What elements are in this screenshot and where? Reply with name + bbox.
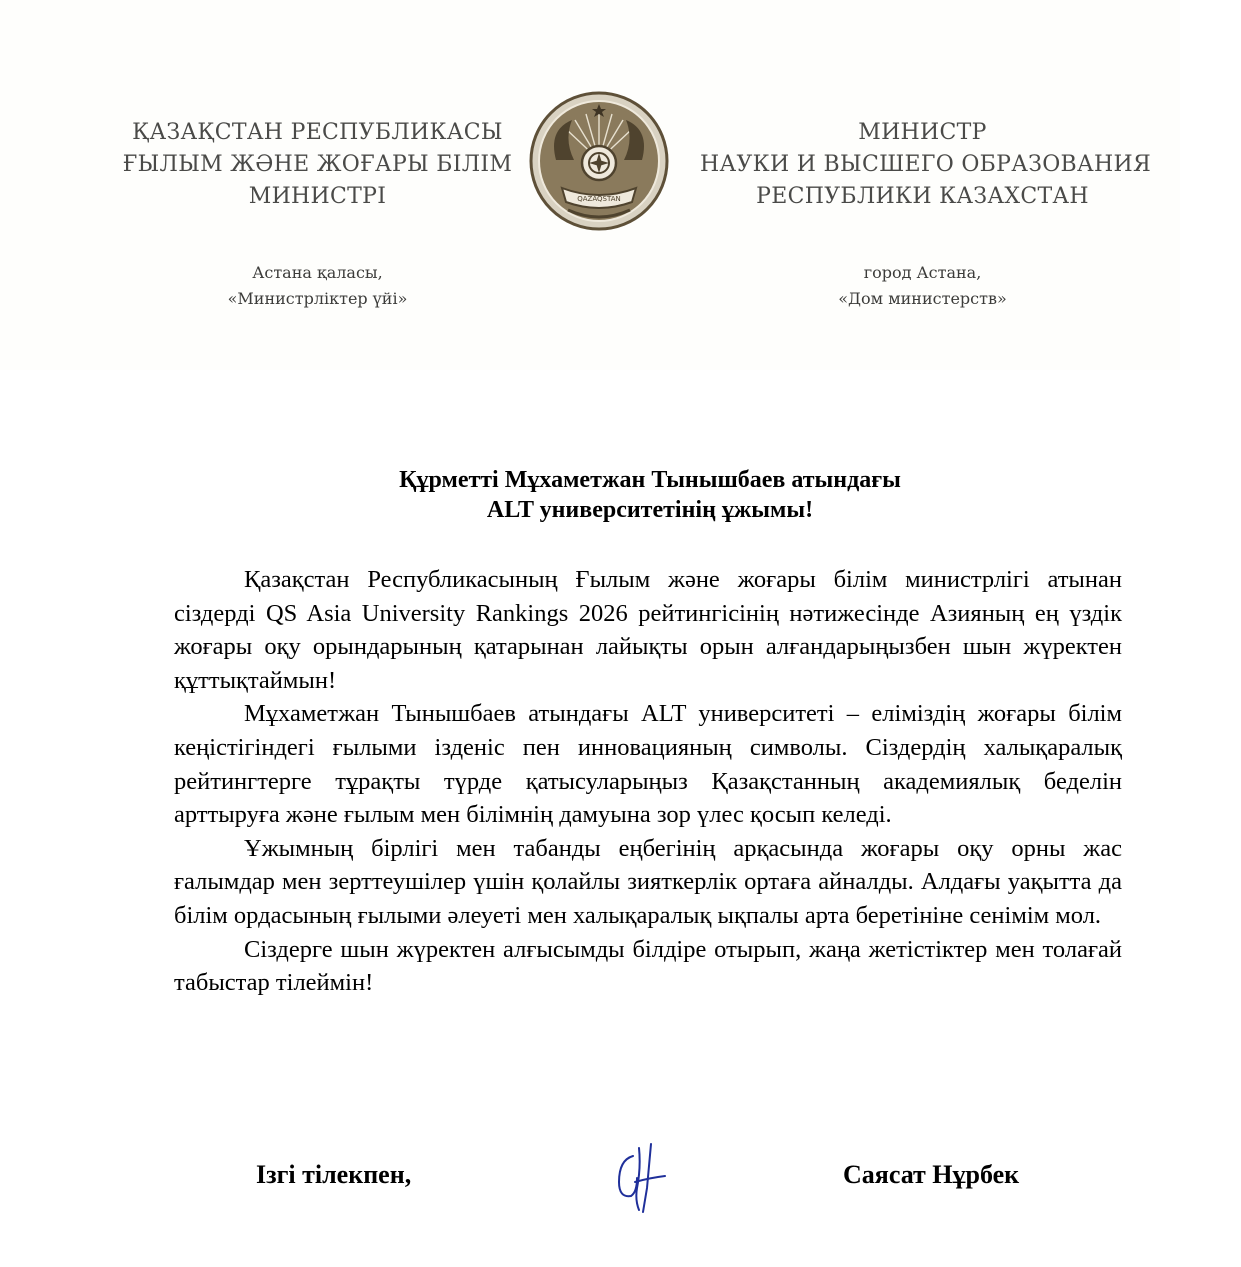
signatory-name: Саясат Нұрбек: [843, 1160, 1020, 1189]
emblem-text: QAZAQSTAN: [577, 195, 621, 203]
letterhead-left-line: ҚАЗАҚСТАН РЕСПУБЛИКАСЫ: [132, 120, 503, 145]
state-emblem-icon: [528, 90, 670, 232]
letterhead-left-line: ҒЫЛЫМ ЖӘНЕ ЖОҒАРЫ БІЛІМ: [122, 152, 513, 177]
letterhead-right-line: РЕСПУБЛИКИ КАЗАХСТАН: [756, 184, 1089, 209]
letter-paragraph: Сіздерге шын жүректен алғысымды білдіре отырып, жаңа жетістіктер мен толағай табыстар тілеймін!: [174, 935, 1122, 997]
letter-paragraph: Мұхаметжан Тынышбаев атындағы ALT университеті – еліміздің жоғары білім кеңістігіндегі ғылыми ізденіс пен инновацияның символы. Сіздердің халықаралық рейтингтерге тұрақты түрде қатысуларыңыз Қазақстанның академиялық беделін арттыруға және ғылым мен білімнің дамуына зор үлес қосып келеді.: [174, 700, 1122, 829]
closing-phrase: Ізгі тілекпен,: [256, 1160, 412, 1189]
handwritten-signature-icon: [605, 1138, 675, 1218]
letterhead-right-address: [795, 260, 1050, 312]
letterhead-right-line: НАУКИ И ВЫСШЕГО ОБРАЗОВАНИЯ: [700, 152, 1152, 177]
letterhead-left-title: [120, 117, 515, 213]
letter-paragraph: Қазақстан Республикасының Ғылым және жоғары білім министрлігі атынан сіздерді QS Asia University Rankings 2026 рейтингісінің нәтижесінде Азияның ең үздік жоғары оқу орындарының қатарынан лайықты орын алғандарыңызбен шын жүректен құттықтаймын!: [174, 566, 1122, 694]
address-line: «Министрліктер үйі»: [227, 289, 408, 308]
letter-body: [174, 563, 1122, 1000]
letterhead-right-title: [700, 117, 1152, 213]
letter-salutation: [170, 465, 1130, 525]
salutation-line: ALT университетінің ұжымы!: [486, 497, 814, 523]
letterhead-left-address: [190, 260, 445, 312]
letterhead-left-line: МИНИСТРІ: [248, 184, 387, 209]
address-line: Астана қаласы,: [252, 263, 383, 282]
salutation-line: Құрметті Мұхаметжан Тынышбаев атындағы: [399, 467, 901, 493]
address-line: «Дом министерств»: [838, 289, 1007, 308]
letter-paragraph: Ұжымның бірлігі мен табанды еңбегінің арқасында жоғары оқу орны жас ғалымдар мен зерттеушілер үшін қолайлы зияткерлік ортаға айналды. Алдағы уақытта да білім ордасының ғылыми әлеуеті мен халықаралық ықпалы арта беретініне сенімім мол.: [174, 834, 1122, 929]
letterhead-right-line: МИНИСТР: [858, 120, 987, 145]
address-line: город Астана,: [863, 263, 982, 282]
